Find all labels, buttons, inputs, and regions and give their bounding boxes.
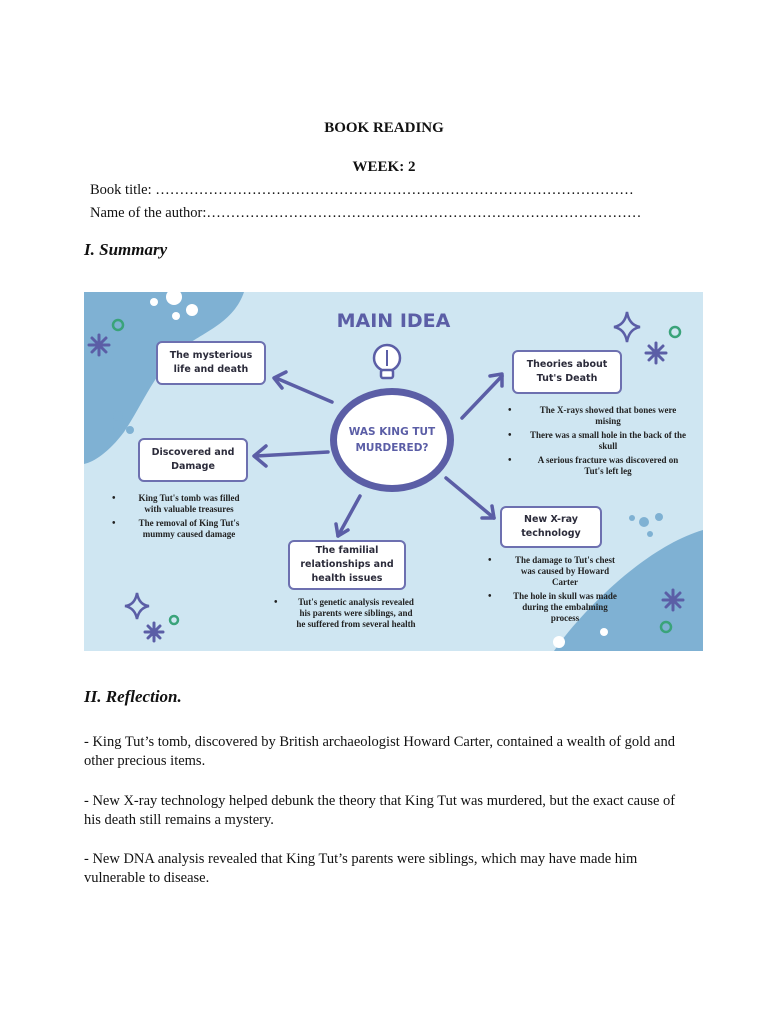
xray-bullets xyxy=(482,555,622,627)
reflection-paragraph-3: - New DNA analysis revealed that King Tut’s parents were siblings, which may have made him vulnerable to disease. xyxy=(84,851,638,886)
list-item: • The hole in skull was made during the embalming process xyxy=(482,591,622,624)
topic-mysterious-life: The mysterious life and death xyxy=(156,341,266,385)
topic-xray-technology: New X-ray technology xyxy=(500,506,602,548)
topic-discovered-damage: Discovered and Damage xyxy=(138,438,248,482)
reflection-paragraph-2: - New X-ray technology helped debunk the theory that King Tut was murdered, but the exact cause of his death still remains a mystery. xyxy=(84,793,676,828)
reflection-paragraph-1: - King Tut’s tomb, discovered by British archaeologist Howard Carter, contained a wealth of gold and other precious items. xyxy=(84,734,675,769)
familial-bullets xyxy=(268,597,418,633)
list-item: • The damage to Tut's chest was caused by Howard Carter xyxy=(482,555,622,588)
mind-map-image xyxy=(84,292,703,651)
list-item: • The X-rays showed that bones were mising xyxy=(502,405,688,427)
topic-theories: Theories about Tut's Death xyxy=(512,350,622,394)
list-item: • A serious fracture was discovered on Tut's left leg xyxy=(502,455,688,477)
lightbulb-icon xyxy=(374,345,400,378)
book-title-field: Book title: ……………………………………………………………………………………… xyxy=(90,182,634,198)
theories-bullets xyxy=(502,405,688,480)
main-idea-title: MAIN IDEA xyxy=(336,310,451,332)
document-title: BOOK READING xyxy=(324,120,444,136)
list-item: • There was a small hole in the back of the skull xyxy=(502,430,688,452)
list-item: • King Tut's tomb was filled with valuable treasures xyxy=(106,493,246,515)
list-item: • The removal of King Tut's mummy caused damage xyxy=(106,518,246,540)
reflection-heading: II. Reflection. xyxy=(84,687,182,706)
author-field: Name of the author:……………………………………………………………………………… xyxy=(90,205,642,221)
list-item: • Tut's genetic analysis revealed his parents were siblings, and he suffered from several health xyxy=(268,597,418,630)
central-question: WAS KING TUT MURDERED? xyxy=(330,388,454,492)
week-label: WEEK: 2 xyxy=(352,159,416,175)
summary-heading: I. Summary xyxy=(84,240,168,259)
discovered-bullets xyxy=(106,493,246,543)
topic-familial-relationships: The familial relationships and health issues xyxy=(288,540,406,590)
